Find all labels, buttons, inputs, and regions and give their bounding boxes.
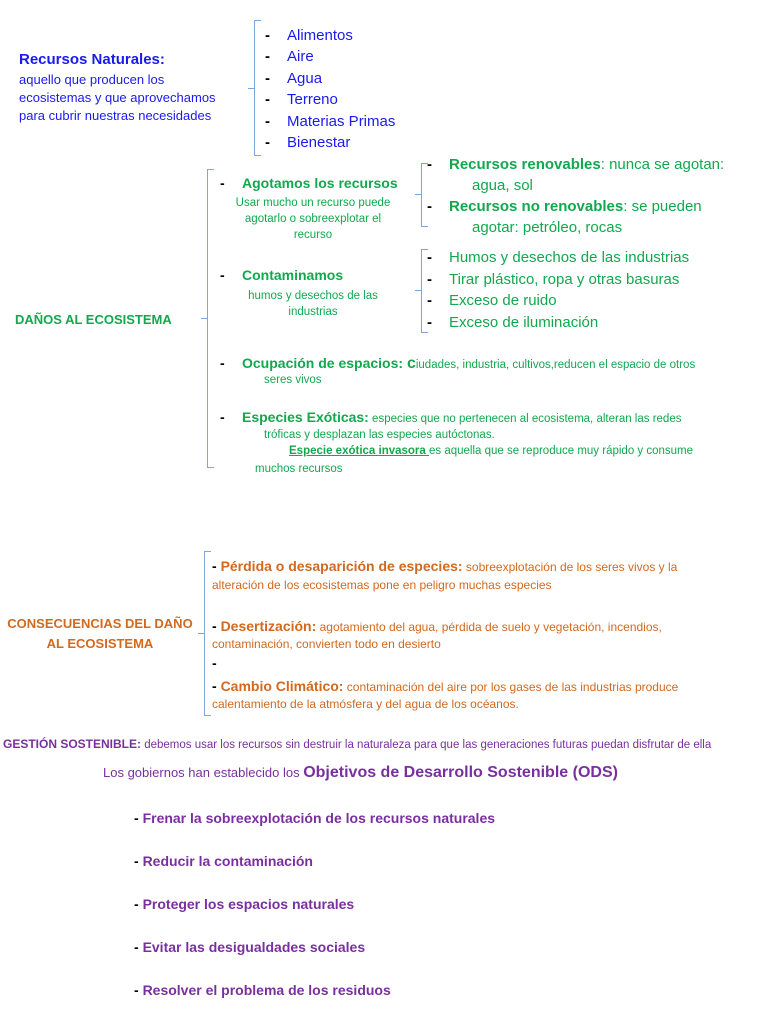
desertizacion-text-cont: contaminación, convierten todo en desierto (212, 637, 441, 651)
renovables-text-cont: agua, sol (472, 177, 533, 194)
ods-line (103, 764, 618, 782)
agotamos-description (218, 195, 408, 243)
desertizacion-heading: - Desertización: agotamiento del agua, pérdida de suelo y vegetación, incendios, (212, 618, 662, 634)
danos-brace (207, 169, 214, 468)
recursos-title: Recursos Naturales: (19, 51, 165, 68)
ods-title: Objetivos de Desarrollo Sostenible (ODS) (303, 764, 618, 781)
ocupacion-heading: - Ocupación de espacios: ciudades, industria, cultivos,reducen el espacio de otros (220, 355, 696, 372)
contaminamos-list (427, 247, 689, 333)
cambio-title: Cambio Climático: (220, 678, 344, 694)
consecuencias-title (4, 614, 196, 654)
list-item: - Tirar plástico, ropa y otras basuras (427, 270, 680, 288)
exoticas-text-cont: tróficas y desplazan las especies autóctonas. (264, 429, 495, 441)
exoticas-text: especies que no pertenecen al ecosistema, alteran las redes (368, 413, 682, 425)
exoticas-title: Especies Exóticas: (242, 409, 369, 425)
agotamos-desc-line: recurso (293, 229, 333, 241)
list-item: - Humos y desechos de las industrias (427, 249, 690, 266)
exoticas-heading: - Especies Exóticas: especies que no pertenecen al ecosistema, alteran las redes (220, 409, 682, 425)
perdida-text: sobreexplotación de los seres vivos y la (462, 560, 678, 574)
list-item: - Frenar la sobreexplotación de los recursos naturales (134, 810, 496, 826)
recursos-desc-line: para cubrir nuestras necesidades (19, 108, 212, 123)
agotamos-desc-line: Usar mucho un recurso puede (235, 197, 391, 209)
agotamos-heading: - Agotamos los recursos (220, 175, 398, 191)
recursos-brace-tick (248, 88, 254, 89)
contaminamos-title: Contaminamos (242, 267, 344, 283)
list-item: - Reducir la contaminación (134, 853, 313, 869)
agotamos-title: Agotamos los recursos (242, 175, 398, 191)
recursos-list (265, 25, 395, 153)
recursos-desc-line: aquello que producen los (19, 72, 165, 87)
contaminamos-desc-line: industrias (288, 306, 338, 318)
perdida-heading: - Pérdida o desaparición de especies: sobreexplotación de los seres vivos y la (212, 558, 678, 574)
danos-title: DAÑOS AL ECOSISTEMA (15, 312, 172, 327)
consecuencias-title-line: AL ECOSISTEMA (46, 636, 154, 651)
invasora-text-cont: muchos recursos (255, 463, 343, 475)
ods-list (134, 797, 495, 1012)
consecuencias-brace (204, 551, 211, 716)
list-item: - Alimentos (265, 27, 353, 44)
ocupacion-initial: c (406, 355, 416, 372)
agotamos-desc-line: agotarlo o sobreexplotar el (244, 213, 382, 225)
list-item: - Evitar las desigualdades sociales (134, 939, 366, 955)
consecuencias-brace-tick (198, 633, 204, 634)
list-item: - Aire (265, 48, 314, 66)
contaminamos-heading: - Contaminamos (220, 267, 344, 283)
recursos-desc-line: ecosistemas y que aprovechamos (19, 90, 216, 105)
gestion-line (3, 737, 711, 751)
cambio-heading: - Cambio Climático: contaminación del aire por los gases de las industrias produce (212, 678, 679, 694)
ocupacion-title: Ocupación de espacios: (242, 355, 407, 371)
list-item: - Proteger los espacios naturales (134, 896, 355, 912)
list-item: - Terreno (265, 91, 338, 109)
recursos-description (19, 71, 216, 125)
cambio-text-cont: calentamiento de la atmósfera y del agua de los océanos. (212, 697, 519, 711)
desertizacion-text: agotamiento del agua, pérdida de suelo y vegetación, incendios, (316, 620, 662, 634)
cambio-text: contaminación del aire por los gases de las industrias produce (343, 680, 679, 694)
ocupacion-text: iudades, industria, cultivos,reducen el espacio de otros (415, 359, 696, 371)
danos-brace-tick (201, 318, 207, 319)
no-renovables-text-cont: agotar: petróleo, rocas (472, 219, 623, 236)
contaminamos-desc-line: humos y desechos de las (248, 290, 378, 302)
ods-prefix: Los gobiernos han establecido los (103, 765, 304, 780)
renovables-block (427, 154, 724, 238)
invasora-text: es aquella que se reproduce muy rápido y consume (429, 445, 694, 457)
list-item: - Exceso de iluminación (427, 313, 599, 331)
recursos-brace (254, 20, 261, 156)
consecuencias-title-line: CONSECUENCIAS DEL DAÑO (7, 616, 193, 631)
empty-dash: - (212, 655, 217, 671)
invasora-line (289, 445, 693, 457)
invasora-title: Especie exótica invasora (289, 445, 429, 457)
contaminamos-description (218, 288, 408, 320)
list-item: - Resolver el problema de los residuos (134, 982, 391, 998)
agotamos-brace-tick (415, 194, 421, 195)
list-item: - Recursos renovables: nunca se agotan: (427, 156, 725, 173)
list-item: - Bienestar (265, 134, 351, 152)
list-item: - Agua (265, 69, 323, 87)
contaminamos-brace-tick (415, 290, 421, 291)
perdida-title: Pérdida o desaparición de especies: (220, 558, 463, 574)
list-item: - Recursos no renovables: se pueden (427, 198, 702, 215)
desertizacion-title: Desertización: (220, 618, 317, 634)
list-item: - Materias Primas (265, 112, 396, 130)
perdida-text-cont: alteración de los ecosistemas pone en peligro muchas especies (212, 578, 552, 592)
gestion-title: GESTIÓN SOSTENIBLE: (3, 737, 142, 751)
gestion-text: debemos usar los recursos sin destruir la naturaleza para que las generaciones futuras puedan disfrutar de ella (141, 739, 712, 751)
list-item: - Exceso de ruido (427, 292, 557, 310)
ocupacion-text-cont: seres vivos (264, 374, 322, 386)
